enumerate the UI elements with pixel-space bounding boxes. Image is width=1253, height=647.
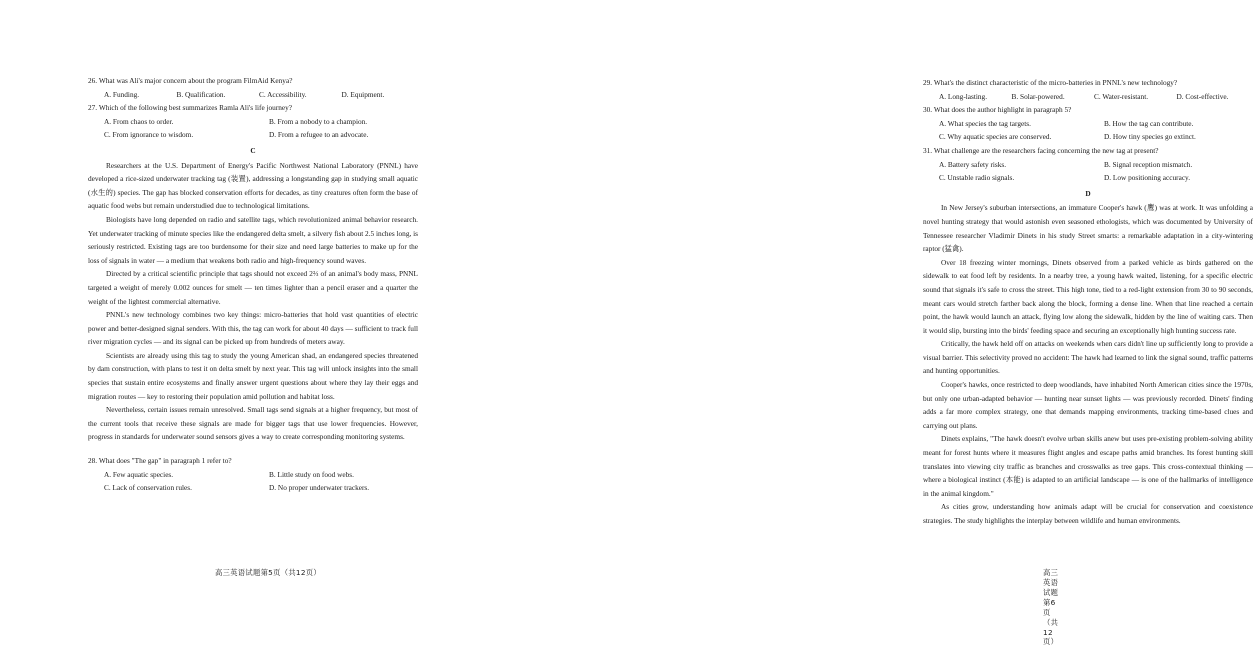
question-30-options — [923, 117, 1253, 144]
option: D. Low positioning accuracy. — [1088, 171, 1253, 185]
option: D. Cost-effective. — [1171, 90, 1253, 104]
question-31-stem: 31. What challenge are the researchers facing concerning the new tag at present? — [923, 144, 1253, 158]
option: C. Unstable radio signals. — [923, 171, 1088, 185]
page-footer-6: 高三英语试题第6页（共12页） — [1043, 568, 1058, 647]
option: B. Qualification. — [171, 88, 254, 102]
question-27-stem: 27. Which of the following best summarizes Ramla Ali's life journey? — [88, 101, 418, 115]
question-26-options — [88, 88, 418, 102]
passage-c-paragraph-6: Nevertheless, certain issues remain unresolved. Small tags send signals at a higher frequency, but most of the current tools that receive these signals are made for bigger tags that use lower frequencies. However, progress in standards for underwater sound sensors gives a way to create corresponding monitoring systems. — [88, 403, 418, 444]
page-footer-5: 高三英语试题第5页（共12页） — [215, 568, 321, 578]
right-column — [923, 76, 1253, 528]
option: B. Signal reception mismatch. — [1088, 158, 1253, 172]
option: C. From ignorance to wisdom. — [88, 128, 253, 142]
question-26-stem: 26. What was Ali's major concern about the program FilmAid Kenya? — [88, 74, 418, 88]
question-30-stem: 30. What does the author highlight in paragraph 5? — [923, 103, 1253, 117]
option: D. Equipment. — [336, 88, 419, 102]
passage-c-paragraph-1: Researchers at the U.S. Department of Energy's Pacific Northwest National Laboratory (PNNL) have developed a rice-sized underwater tracking tag (装置), addressing a longstanding gap in studying small aquatic (水生的) species. The gap has blocked conservation efforts for decades, as tiny creatures often form the base of aquatic food webs but remain understudied due to technological limitations. — [88, 159, 418, 213]
passage-d-paragraph-3: Critically, the hawk held off on attacks on weekends when cars didn't line up sufficiently long to provide a visual barrier. This selectivity proved no accident: The hawk had learned to link the signal sound, traffic patterns and hunting opportunities. — [923, 337, 1253, 378]
question-29-options — [923, 90, 1253, 104]
option: B. From a nobody to a champion. — [253, 115, 418, 129]
option: B. How the tag can contribute. — [1088, 117, 1253, 131]
section-c-label: C — [88, 144, 418, 158]
passage-d-paragraph-2: Over 18 freezing winter mornings, Dinets observed from a parked vehicle as birds gathered on the sidewalk to eat food left by residents. In a nearby tree, a young hawk waited, listening, for a specific electric sound that signals it's safe to cross the street. This high tone, tied to a red-light extension from 30 to 90 seconds, meant cars would stretch farther back along the block, forming a dense line. When that line reached a certain point, the hawk would launch an attack, flying low along the sidewalk, hidden by the line of waiting cars. Then it would slip, bursting into the birds' feeding space and securing an exceptionally high hunting success rate. — [923, 256, 1253, 338]
option: C. Why aquatic species are conserved. — [923, 130, 1088, 144]
passage-d-paragraph-1: In New Jersey's suburban intersections, an immature Cooper's hawk (鹰) was at work. It was unfolding a novel hunting strategy that would astonish even seasoned ethologists, which was documented by University of Tennessee researcher Vladimir Dinets in his study Street smarts: a remarkable adaptation in a city-wintering raptor (猛禽). — [923, 201, 1253, 255]
question-31-options — [923, 158, 1253, 185]
question-28-options — [88, 468, 418, 495]
option: C. Lack of conservation rules. — [88, 481, 253, 495]
question-27-options — [88, 115, 418, 142]
passage-c-paragraph-2: Biologists have long depended on radio and satellite tags, which revolutionized animal behavior research. Yet underwater tracking of minute species like the endangered delta smelt, a silvery fish about 2.5 inches long, is seriously restricted. Existing tags are too burdensome for their size and need large batteries to make up for the loss of signals in water — a medium that weakens both radio and high-frequency sound waves. — [88, 213, 418, 267]
option: D. No proper underwater trackers. — [253, 481, 418, 495]
passage-c-paragraph-5: Scientists are already using this tag to study the young American shad, an endangered species threatened by dam construction, with plans to test it on delta smelt by next year. This tag will unlock insights into the small species that sustain entire ecosystems and finally answer urgent questions about where they lay their eggs and migration routes — key to restoring their population amid pollution and habitat loss. — [88, 349, 418, 403]
option: A. From chaos to order. — [88, 115, 253, 129]
option: C. Water-resistant. — [1088, 90, 1171, 104]
option: D. From a refugee to an advocate. — [253, 128, 418, 142]
passage-d-paragraph-4: Cooper's hawks, once restricted to deep woodlands, have inhabited North American cities since the 1970s, but only one urban-adapted behavior — hunting near sunset lights — was previously recorded. Dinets' finding adds a far more complex strategy, one that demands mapping environments, tracking time-based clues and carrying out plans. — [923, 378, 1253, 432]
option: D. How tiny species go extinct. — [1088, 130, 1253, 144]
option: B. Solar-powered. — [1006, 90, 1089, 104]
option: A. What species the tag targets. — [923, 117, 1088, 131]
option: A. Long-lasting. — [923, 90, 1006, 104]
section-d-label: D — [923, 187, 1253, 201]
passage-d-paragraph-6: As cities grow, understanding how animals adapt will be crucial for conservation and coexistence strategies. The study highlights the interplay between wildlife and human environments. — [923, 500, 1253, 527]
right-page — [435, 0, 870, 615]
passage-d-paragraph-5: Dinets explains, "The hawk doesn't evolve urban skills anew but uses pre-existing problem-solving ability meant for forest hunts where it measures flight angles and escape paths amid branches. Its forest hunting skill translates into viewing city traffic as branches and crosswalks as tree gaps. This cross-contextual thinking — where a biological instinct (本能) is adapted to an artificial landscape — is one of the hallmarks of intelligence in the animal kingdom." — [923, 432, 1253, 500]
passage-c-paragraph-4: PNNL's new technology combines two key things: micro-batteries that hold vast quantities of electric power and better-designed signal senders. With this, the tag can work for about 40 days — sufficient to track full river migration cycles — and its signal can be picked up from hundreds of meters away. — [88, 308, 418, 349]
question-29-stem: 29. What's the distinct characteristic of the micro-batteries in PNNL's new technology? — [923, 76, 1253, 90]
option: A. Funding. — [88, 88, 171, 102]
question-28-stem: 28. What does "The gap" in paragraph 1 refer to? — [88, 454, 418, 468]
option: A. Few aquatic species. — [88, 468, 253, 482]
option: C. Accessibility. — [253, 88, 336, 102]
option: B. Little study on food webs. — [253, 468, 418, 482]
option: A. Battery safety risks. — [923, 158, 1088, 172]
passage-c-paragraph-3: Directed by a critical scientific principle that tags should not exceed 2⅔ of an animal's body mass, PNNL targeted a weight of merely 0.002 ounces for smelt — ten times lighter than a pencil eraser and a quarter the weight of the lightest commercial alternative. — [88, 267, 418, 308]
left-column — [88, 74, 418, 495]
left-page — [0, 0, 435, 615]
